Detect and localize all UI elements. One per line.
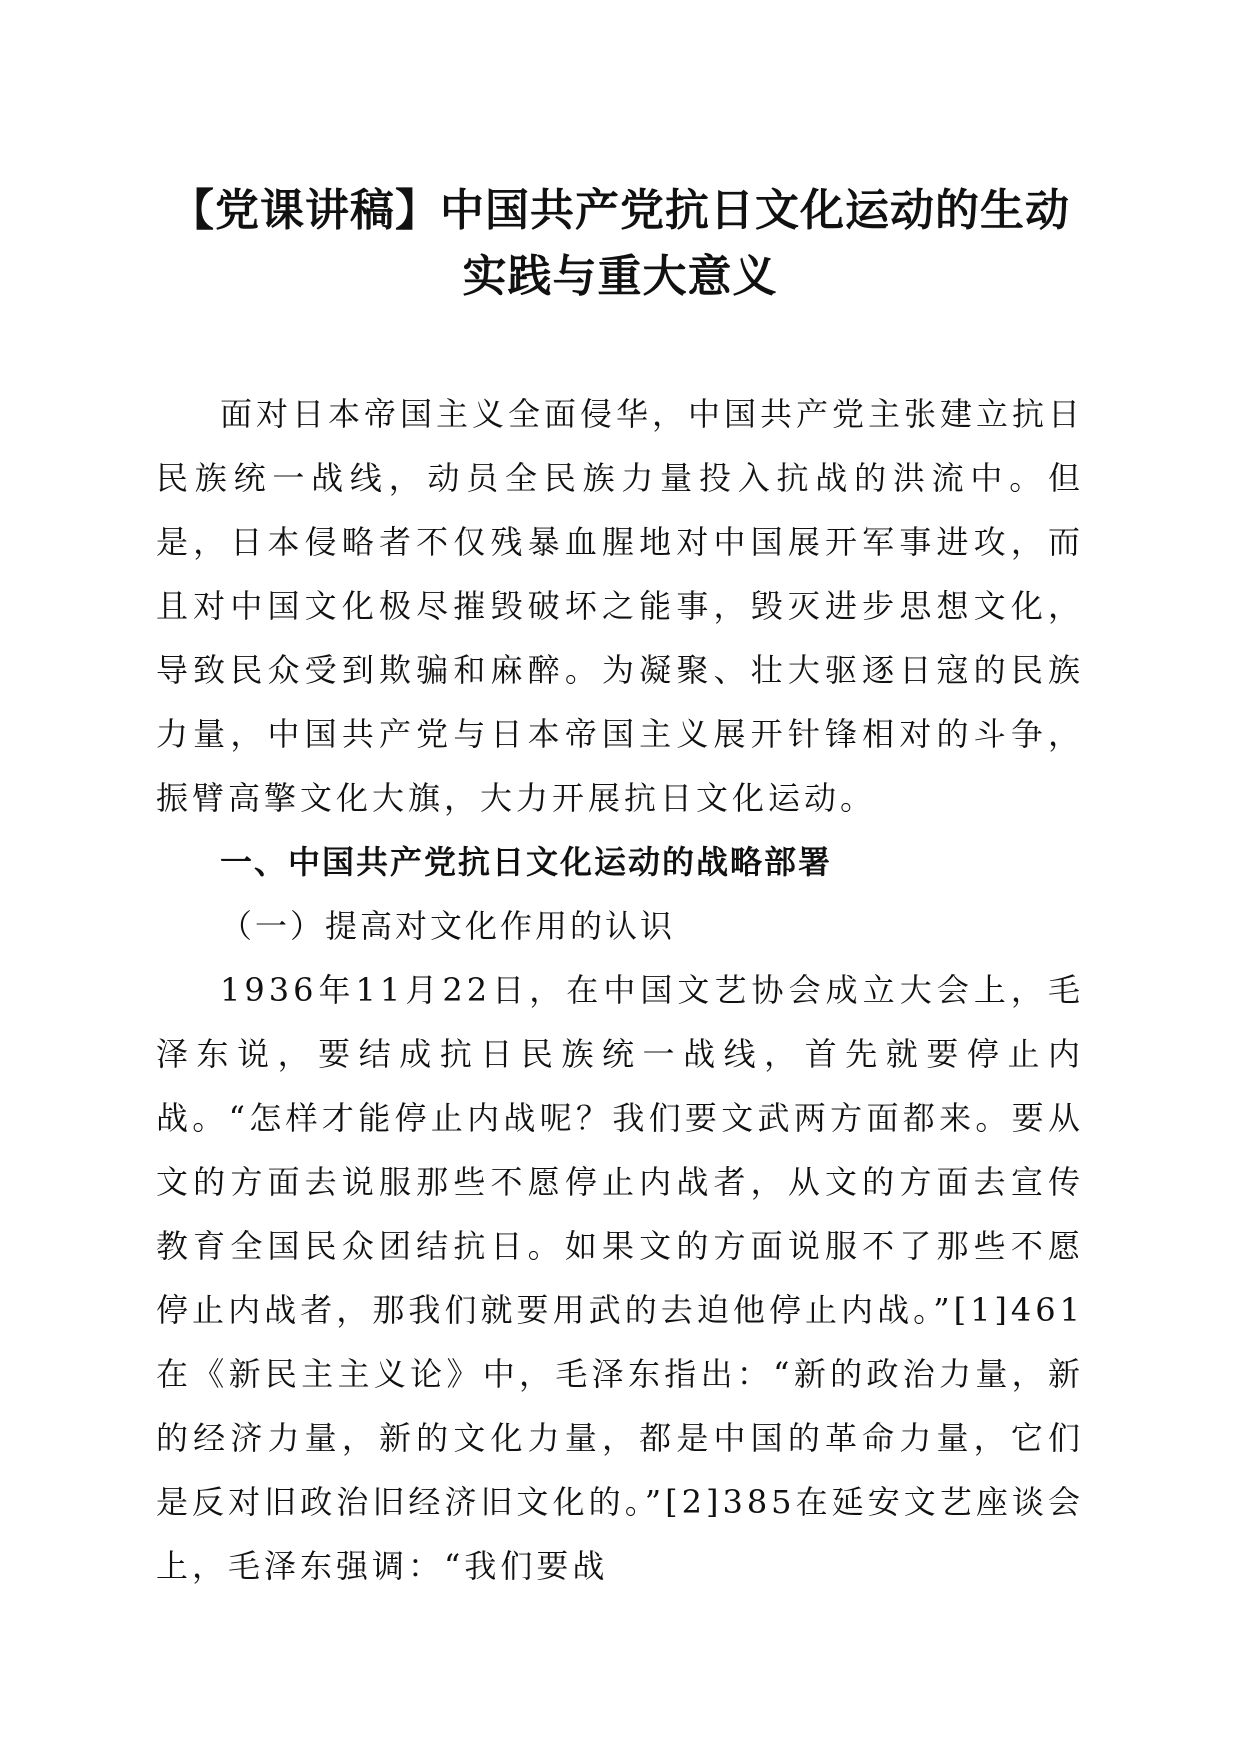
subsection-heading: （一）提高对文化作用的认识 [220,907,676,945]
intro-paragraph: 面对日本帝国主义全面侵华，中国共产党主张建立抗日民族统一战线，动员全民族力量投入抗战的洪流中。但是，日本侵略者不仅残暴血腥地对中国展开军事进攻，而且对中国文化极尽摧毁破坏之能事，毁灭进步思想文化，导致民众受到欺骗和麻醉。为凝聚、壮大驱逐日寇的民族力量，中国共产党与日本帝国主义展开针锋相对的斗争，振臂高擎文化大旗，大力开展抗日文化运动。 [156,395,1085,817]
document-title [150,178,1090,310]
title-line-2: 实践与重大意义 [462,251,778,302]
title-line-1: 【党课讲稿】中国共产党抗日文化运动的生动 [170,185,1070,236]
document-body [156,382,1084,1598]
section-heading: 一、中国共产党抗日文化运动的战略部署 [220,843,833,881]
body-paragraph: 1936年11月22日，在中国文艺协会成立大会上，毛泽东说，要结成抗日民族统一战线，首先就要停止内战。“怎样才能停止内战呢？我们要文武两方面都来。要从文的方面去说服那些不愿停止内战者，从文的方面去宣传教育全国民众团结抗日。如果文的方面说服不了那些不愿停止内战者，那我们就要用武的去迫他停止内战。”[1]461在《新民主主义论》中，毛泽东指出：“新的政治力量，新的经济力量，新的文化力量，都是中国的革命力量，它们是反对旧政治旧经济旧文化的。”[2]385在延安文艺座谈会上，毛泽东强调：“我们要战 [156,971,1084,1585]
